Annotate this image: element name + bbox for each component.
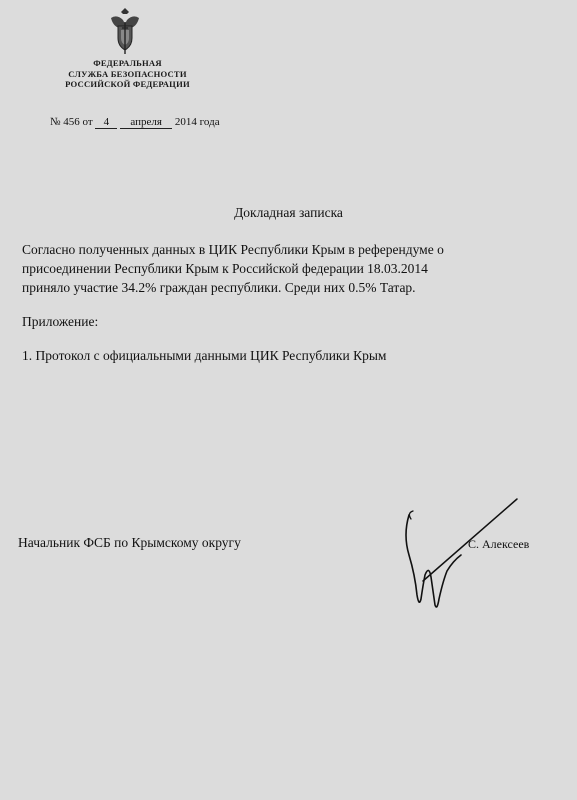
paragraph-line: Согласно полученных данных в ЦИК Республики Крым в референдуме о — [22, 242, 444, 257]
handwritten-signature-icon — [395, 495, 525, 615]
org-line-3: РОССИЙСКОЙ ФЕДЕРАЦИИ — [65, 79, 190, 89]
document-paragraph — [22, 240, 562, 297]
signer-position: Начальник ФСБ по Крымскому округу — [18, 535, 241, 550]
registration-day: 4 — [95, 116, 117, 129]
appendix-label: Приложение: — [22, 314, 99, 329]
paragraph-line: присоединении Республики Крым к Российской федерации 18.03.2014 — [22, 261, 428, 276]
registration-year: 2014 года — [174, 116, 220, 128]
paragraph-line: приняло участие 34.2% граждан республики. Среди них 0.5% Татар. — [22, 280, 416, 295]
appendix-item: 1. Протокол с официальными данными ЦИК Республики Крым — [22, 348, 387, 363]
registration-line — [50, 116, 220, 129]
org-line-1: ФЕДЕРАЛЬНАЯ — [93, 58, 162, 68]
org-line-2: СЛУЖБА БЕЗОПАСНОСТИ — [68, 68, 187, 79]
fsb-emblem-icon — [107, 8, 143, 56]
signer-name: С. Алексеев — [468, 537, 530, 551]
registration-prefix: № 456 от — [50, 116, 93, 128]
registration-month: апреля — [120, 116, 172, 129]
document-title: Докладная записка — [234, 205, 343, 220]
organization-name — [30, 58, 225, 90]
